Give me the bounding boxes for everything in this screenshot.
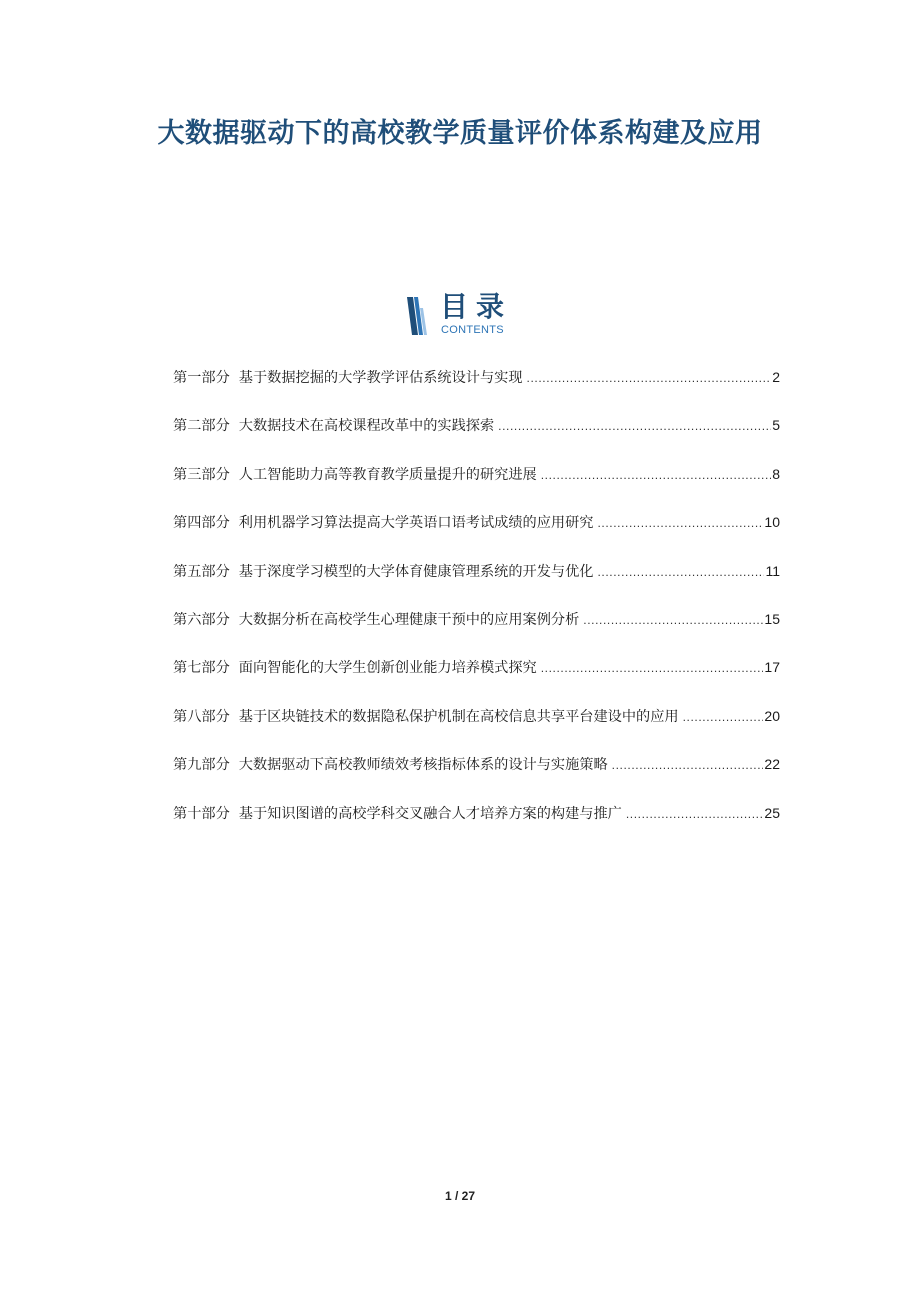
toc-entry-page: 17 — [764, 659, 780, 676]
toc-entry-title: 基于知识图谱的高校学科交叉融合人才培养方案的构建与推广 — [238, 805, 622, 822]
toc-entry[interactable] — [173, 507, 780, 555]
toc-entry-page: 20 — [764, 707, 780, 724]
toc-entry[interactable] — [173, 604, 780, 652]
toc-dot-leader — [541, 653, 764, 683]
toc-entry-part: 第五部分 — [173, 563, 230, 580]
toc-entry[interactable] — [173, 798, 780, 846]
toc-heading — [404, 290, 534, 340]
toc-heading-title: 目录 — [440, 290, 513, 323]
toc-dot-leader — [527, 363, 772, 393]
toc-entry[interactable] — [173, 362, 780, 410]
toc-entry-part: 第六部分 — [173, 611, 230, 628]
toc-entry-title: 基于深度学习模型的大学体育健康管理系统的开发与优化 — [238, 563, 594, 580]
toc-entry-title: 大数据驱动下高校教师绩效考核指标体系的设计与实施策略 — [238, 757, 608, 774]
toc-entry-title: 面向智能化的大学生创新创业能力培养模式探究 — [238, 660, 537, 677]
document-title: 大数据驱动下的高校教学质量评价体系构建及应用 — [157, 118, 763, 149]
toc-dot-leader — [583, 605, 763, 635]
toc-entry-title: 大数据技术在高校课程改革中的实践探索 — [238, 418, 495, 435]
toc-entry[interactable] — [173, 701, 780, 749]
toc-entry[interactable] — [173, 652, 780, 700]
toc-entry-page: 5 — [772, 417, 780, 434]
page-number: 1 / 27 — [444, 1189, 476, 1203]
toc-dot-leader — [626, 799, 764, 829]
toc-entry-page: 2 — [772, 369, 780, 385]
toc-entry-part: 第七部分 — [173, 660, 230, 677]
toc-entry-title: 基于区块链技术的数据隐私保护机制在高校信息共享平台建设中的应用 — [238, 708, 679, 725]
toc-entry-title: 利用机器学习算法提高大学英语口语考试成绩的应用研究 — [238, 515, 594, 532]
toc-entry-title: 大数据分析在高校学生心理健康干预中的应用案例分析 — [238, 611, 580, 628]
toc-entry-title: 基于数据挖掘的大学教学评估系统设计与实现 — [238, 370, 523, 386]
toc-entry-page: 11 — [765, 562, 780, 579]
toc-entry-part: 第一部分 — [173, 370, 230, 386]
toc-entry-part: 第四部分 — [173, 515, 230, 532]
toc-entry-part: 第十部分 — [173, 805, 230, 822]
toc-entry-part: 第九部分 — [173, 757, 230, 774]
toc-entry[interactable] — [173, 556, 780, 604]
toc-entry[interactable] — [173, 749, 780, 797]
contents-logo-icon — [404, 296, 430, 336]
toc-entry-part: 第二部分 — [173, 418, 230, 435]
toc-entry-page: 8 — [772, 465, 780, 482]
toc-entry-page: 25 — [764, 804, 780, 821]
toc-dot-leader — [597, 508, 763, 538]
toc-entry-page: 10 — [764, 514, 780, 531]
toc-entry-page: 15 — [764, 610, 780, 627]
toc-dot-leader — [597, 557, 764, 587]
toc-heading-subtitle: CONTENTS — [441, 324, 504, 336]
toc-list — [173, 362, 780, 846]
toc-entry-title: 人工智能助力高等教育教学质量提升的研究进展 — [238, 466, 537, 483]
toc-dot-leader — [683, 702, 764, 732]
toc-dot-leader — [498, 411, 771, 441]
toc-dot-leader — [541, 460, 771, 490]
toc-entry-part: 第三部分 — [173, 466, 230, 483]
toc-entry-part: 第八部分 — [173, 708, 230, 725]
toc-entry[interactable] — [173, 459, 780, 507]
toc-entry[interactable] — [173, 410, 780, 458]
toc-dot-leader — [612, 750, 764, 780]
toc-entry-page: 22 — [764, 756, 780, 773]
